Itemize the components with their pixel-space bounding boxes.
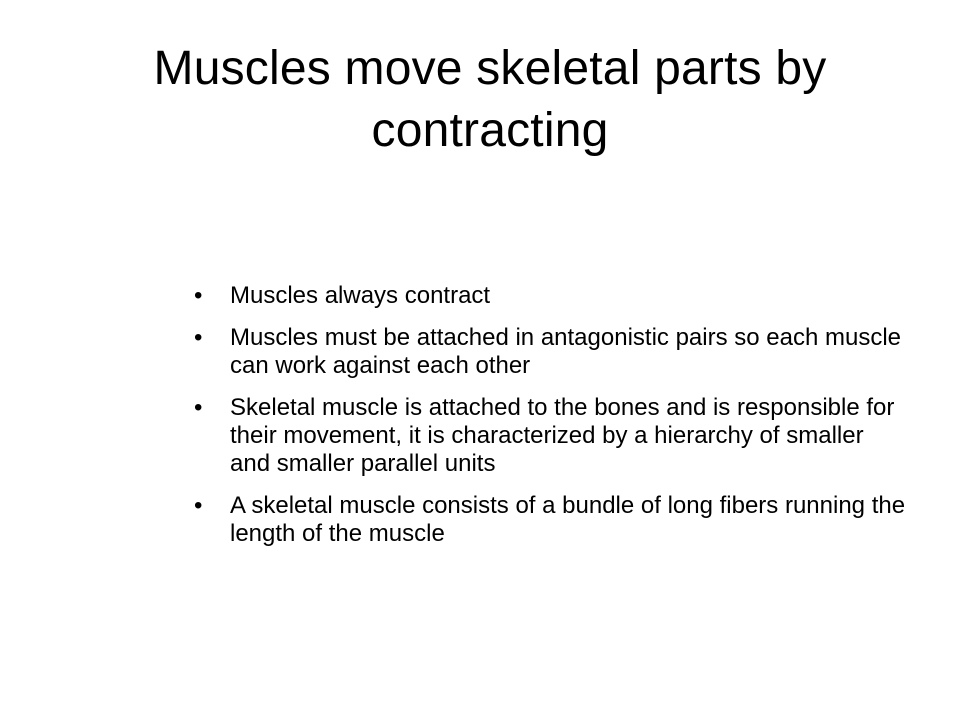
slide-title: Muscles move skeletal parts by contracting bbox=[153, 42, 827, 157]
bullet-text: A skeletal muscle consists of a bundle of long fibers running the length of the muscle bbox=[230, 492, 906, 547]
bullet-dot-icon: • bbox=[194, 492, 203, 519]
bullet-list bbox=[190, 282, 910, 562]
bullet-dot-icon: • bbox=[194, 324, 203, 351]
bullet-item bbox=[190, 324, 910, 380]
bullet-text: Muscles must be attached in antagonistic pairs so each muscle can work against each other bbox=[230, 324, 902, 379]
bullet-text: Muscles always contract bbox=[230, 282, 491, 309]
bullet-dot-icon: • bbox=[194, 282, 203, 309]
bullet-text: Skeletal muscle is attached to the bones and is responsible for their movement, it is characterized by a hierarchy of smaller and smaller parallel units bbox=[230, 394, 895, 477]
bullet-item bbox=[190, 394, 910, 478]
bullet-item bbox=[190, 282, 910, 310]
bullet-dot-icon: • bbox=[194, 394, 203, 421]
bullet-item bbox=[190, 492, 910, 548]
